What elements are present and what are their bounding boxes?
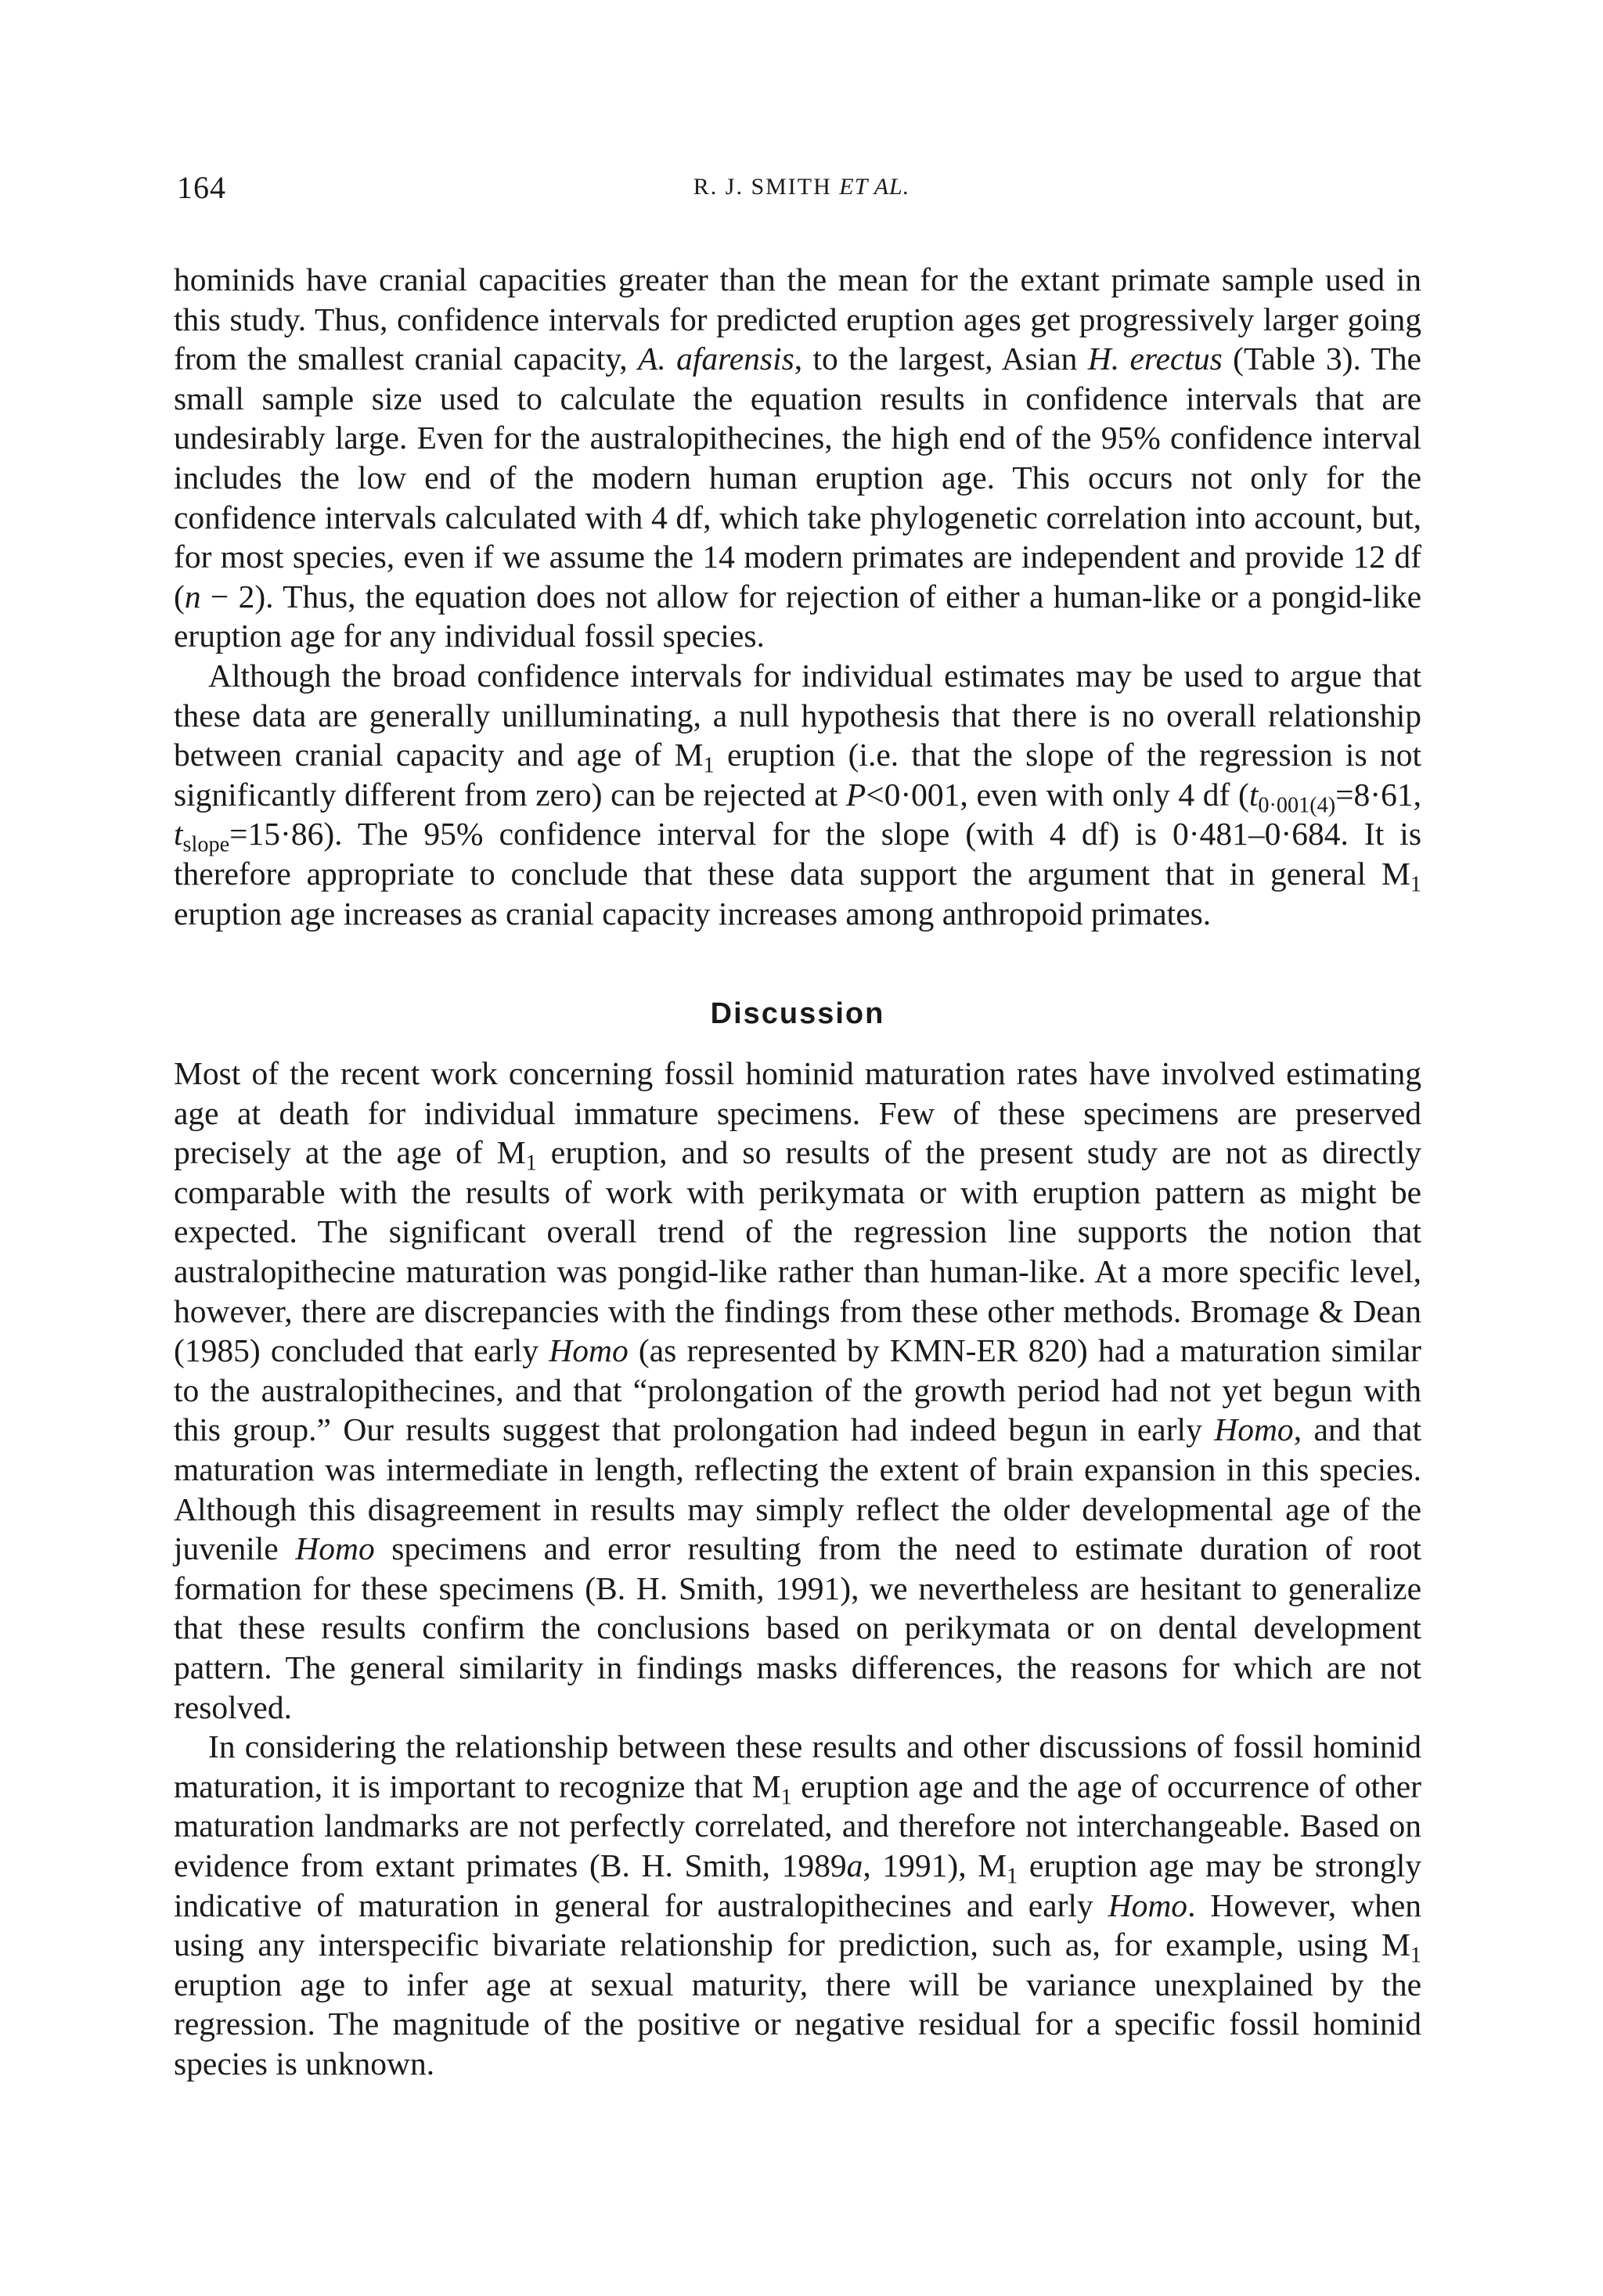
math-variable: t	[174, 816, 183, 852]
math-variable: P	[845, 776, 866, 813]
genus-name: Homo	[1108, 1887, 1188, 1923]
text-run: (Table 3). The small sample size used to calculate the equation results in confidence intervals that are undesirably large. Even for the australopithecines, the high end of the 95% confidence interval includes the low end of the modern human eruption age. This occurs not only for the confidence intervals calculated with 4 df, which take phylogenetic correlation into account, but, for most species, even if we assume the 14 modern primates are independent and provide 12 df (	[174, 341, 1421, 615]
text-run: eruption age and the age of occurrence of other maturation landmarks are not perfectly correlated, and therefore not interchangeable. Based on evidence from extant primates (B. H. Smith, 1989	[174, 1768, 1421, 1883]
paragraph-1	[174, 260, 1421, 656]
math-variable: n	[184, 578, 201, 615]
text-run: , to the largest, Asian	[794, 341, 1088, 377]
page-number: 164	[177, 170, 226, 205]
subscript: 0·001(4)	[1258, 793, 1336, 818]
body-text	[174, 260, 1421, 2084]
subscript: 1	[1410, 1943, 1421, 1968]
genus-name: Homo	[1214, 1411, 1294, 1448]
text-run: eruption, and so results of the present study are not as directly comparable with the results of work with perikymata or with eruption pattern as might be expected. The significant overall trend of the regression line supports the notion that australopithecine maturation was pongid-like rather than human-like. At a more specific level, however, there are discrepancies with the findings from these other methods. Bromage & Dean (1985) concluded that early	[174, 1134, 1421, 1369]
subscript: 1	[1007, 1864, 1018, 1889]
text-run: hominids have cranial capacities greater than the mean for the extant primate sample used in this study. Thus, confidence intervals for predicted eruption ages get progressively larger going from the smallest cranial capacity,	[174, 261, 1421, 377]
species-name: A. afarensis	[638, 341, 794, 377]
text-run: (as represented by KMN-ER 820) had a maturation similar to the australopithecines, and that “prolongation of the growth period had not yet begun with this group.” Our results suggest that prolongation had indeed begun in early	[174, 1332, 1421, 1448]
text-run: =8·61,	[1335, 776, 1421, 813]
running-head-authors: R. J. SMITH	[693, 174, 832, 200]
discussion-paragraph-1	[174, 1054, 1421, 1727]
subscript: 1	[1410, 872, 1421, 897]
math-variable: t	[1248, 776, 1259, 813]
discussion-paragraph-2	[174, 1727, 1421, 2083]
text-run: eruption age may be strongly indicative of maturation in general for australopithecines and early	[174, 1847, 1421, 1923]
text-run: − 2). Thus, the equation does not allow for rejection of either a human-like or a pongid-like eruption age for any individual fossil species.	[174, 578, 1421, 654]
text-run: , 1991), M	[863, 1847, 1007, 1883]
text-run: =15·86). The 95% confidence interval for the slope (with 4 df) is 0·481–0·684. It is therefore appropriate to conclude that these data support the argument that in general M	[174, 816, 1421, 892]
genus-name: Homo	[295, 1530, 375, 1567]
species-name: H. erectus	[1087, 341, 1223, 377]
text-run: <0·001, even with only 4 df (	[866, 776, 1249, 813]
subscript: slope	[182, 832, 230, 857]
text-run: , and that maturation was intermediate in length, reflecting the extent of brain expansion in this species. Although this disagreement in results may simply reflect the older developmental age of the juvenile	[174, 1411, 1422, 1567]
text-run: Most of the recent work concerning fossil hominid maturation rates have involved estimating age at death for individual immature specimens. Few of these specimens are preserved precisely at the age of M	[174, 1055, 1421, 1171]
subscript: 1	[703, 753, 715, 778]
paragraph-2	[174, 656, 1421, 933]
section-heading-discussion: Discussion	[710, 997, 885, 1031]
text-run: specimens and error resulting from the need to estimate duration of root formation for these specimens (B. H. Smith, 1991), we nevertheless are hesitant to generalize that these results confirm the conclusions based on perikymata or on dental development pattern. The general similarity in findings masks differences, the reasons for which are not resolved.	[174, 1530, 1422, 1725]
text-run: Although the broad confidence intervals for individual estimates may be used to argue that these data are generally unilluminating, a null hypothesis that there is no overall relationship between cranial capacity and age of M	[174, 657, 1421, 773]
running-head-et-al: ET AL.	[839, 174, 910, 200]
citation-suffix: a	[846, 1847, 863, 1883]
text-run: In considering the relationship between these results and other discussions of fossil hominid maturation, it is important to recognize that M	[174, 1728, 1421, 1804]
running-header	[0, 174, 1603, 200]
text-run: eruption age to infer age at sexual maturity, there will be variance unexplained by the regression. The magnitude of the positive or negative residual for a specific fossil hominid species is unknown.	[174, 1966, 1421, 2082]
genus-name: Homo	[549, 1332, 629, 1369]
subscript: 1	[780, 1785, 792, 1810]
text-run: . However, when using any interspecific bivariate relationship for prediction, such as, for example, using M	[174, 1887, 1422, 1963]
subscript: 1	[525, 1151, 537, 1176]
text-run: eruption age increases as cranial capacity increases among anthropoid primates.	[174, 895, 1212, 932]
text-run: eruption (i.e. that the slope of the regression is not significantly different from zero) can be rejected at	[174, 737, 1421, 813]
